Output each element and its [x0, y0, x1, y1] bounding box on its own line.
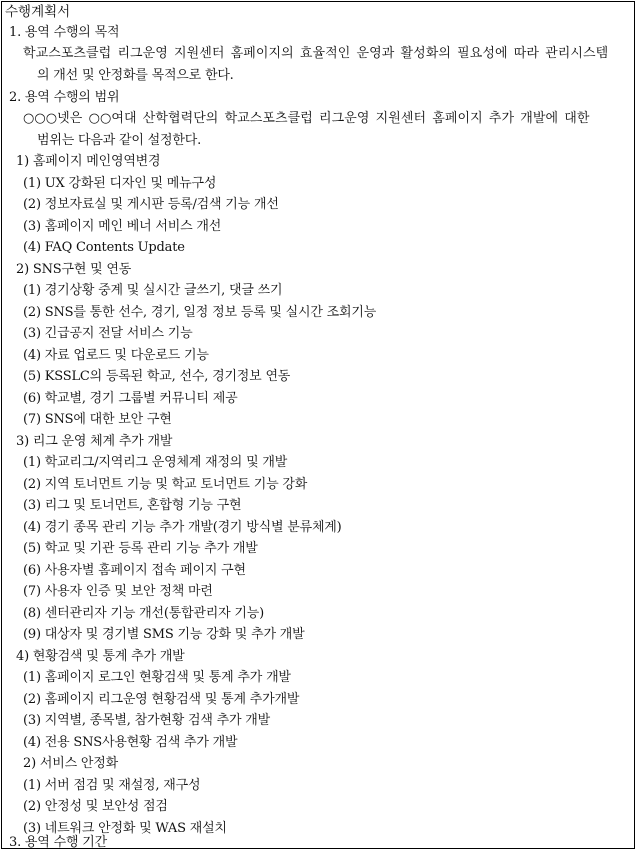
- list-item: (6) 사용자별 홈페이지 접속 페이지 구현: [23, 563, 246, 578]
- subsection-league-operation: 3) 리그 운영 체계 추가 개발: [16, 434, 173, 449]
- list-item: (2) SNS를 통한 선수, 경기, 일정 정보 등록 및 실시간 조회기능: [23, 305, 377, 320]
- document-title: 수행계획서: [5, 4, 71, 20]
- list-item: (2) 정보자료실 및 게시판 등록/검색 기능 개선: [23, 197, 279, 212]
- list-item: (3) 긴급공지 전달 서비스 기능: [23, 326, 193, 341]
- list-item: (5) 학교 및 기관 등록 관리 기능 추가 개발: [23, 541, 258, 556]
- section-heading-scope: 2. 용역 수행의 범위: [9, 90, 120, 105]
- list-item: (3) 리그 및 토너먼트, 혼합형 기능 구현: [23, 498, 242, 513]
- subsection-sns: 2) SNS구현 및 연동: [16, 262, 132, 277]
- list-item: (1) UX 강화된 디자인 및 메뉴구성: [23, 176, 217, 191]
- document-page: [1, 1, 635, 849]
- list-item: (7) 사용자 인증 및 보안 정책 마련: [23, 584, 213, 599]
- list-item: (4) 전용 SNS사용현황 검색 추가 개발: [23, 735, 238, 750]
- list-item: (4) FAQ Contents Update: [23, 240, 185, 255]
- subsection-main-area: 1) 홈페이지 메인영역변경: [16, 154, 161, 169]
- list-item: (4) 자료 업로드 및 다운로드 기능: [23, 348, 209, 363]
- list-item: (5) KSSLC의 등록된 학교, 선수, 경기정보 연동: [23, 369, 291, 384]
- list-item: (4) 경기 종목 관리 기능 추가 개발(경기 방식별 분류체계): [23, 520, 342, 535]
- list-item: (3) 지역별, 종목별, 참가현황 검색 추가 개발: [23, 713, 271, 728]
- list-item: (3) 네트워크 안정화 및 WAS 재설치: [23, 821, 227, 836]
- section-heading-period: 3. 용역 수행 기간: [9, 835, 107, 849]
- list-item: (9) 대상자 및 경기별 SMS 기능 강화 및 추가 개발: [23, 627, 305, 642]
- list-item: (2) 안정성 및 보안성 점검: [23, 799, 168, 814]
- subsection-statistics: 4) 현황검색 및 통계 추가 개발: [16, 649, 185, 664]
- list-item: (1) 서버 점검 및 재설정, 재구성: [23, 778, 201, 793]
- list-item: (1) 홈페이지 로그인 현황검색 및 통계 추가 개발: [23, 670, 291, 685]
- list-item: (1) 학교리그/지역리그 운영체계 재정의 및 개발: [23, 455, 288, 470]
- list-item: (2) 홈페이지 리그운영 현황검색 및 통계 추가개발: [23, 692, 300, 707]
- scope-paragraph-line-2: 범위는 다음과 같이 설정한다.: [37, 133, 202, 148]
- purpose-paragraph-line-1: 학교스포츠클럽 리그운영 지원센터 홈페이지의 효율적인 운영과 활성화의 필요성에 따라 관리시스템: [23, 46, 609, 61]
- list-item: (8) 센터관리자 기능 개선(통합관리자 기능): [23, 606, 265, 621]
- section-heading-purpose: 1. 용역 수행의 목적: [9, 25, 120, 40]
- list-item: (6) 학교별, 경기 그룹별 커뮤니티 제공: [23, 391, 238, 406]
- list-item: (1) 경기상황 중계 및 실시간 글쓰기, 댓글 쓰기: [23, 283, 283, 298]
- list-item: (2) 지역 토너먼트 기능 및 학교 토너먼트 기능 강화: [23, 477, 308, 492]
- scope-paragraph-line-1: ○○○넷은 ○○여대 산학협력단의 학교스포츠클럽 리그운영 지원센터 홈페이지 추가 개발에 대한: [23, 111, 590, 126]
- purpose-paragraph-line-2: 의 개선 및 안정화를 목적으로 한다.: [37, 68, 234, 83]
- subsection-service-stabilization: 2) 서비스 안정화: [23, 756, 118, 771]
- list-item: (7) SNS에 대한 보안 구현: [23, 412, 172, 427]
- list-item: (3) 홈페이지 메인 베너 서비스 개선: [23, 219, 222, 234]
